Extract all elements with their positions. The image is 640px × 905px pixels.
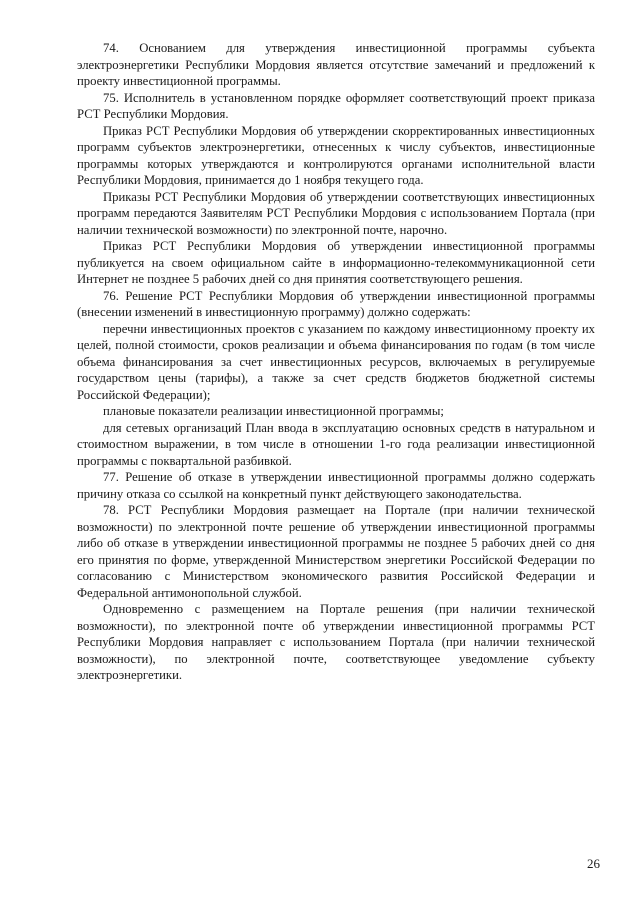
paragraph-network-organizations: для сетевых организаций План ввода в эксплуатацию основных средств в натуральном и стоимостном выражении, в том числе в отношении 1-го года реализации инвестиционной программы с поквартальной разбивкой. (77, 420, 595, 468)
paragraph-order-publication: Приказ РСТ Республики Мордовия об утверждении инвестиционной программы публикуется на своем официальном сайте в информационно-телекоммуникационной сети Интернет не позднее 5 рабочих дней со дня принятия соответствующего решения. (77, 239, 595, 286)
paragraph-76: 76. Решение РСТ Республики Мордовия об утверждении инвестиционной программы (внесении изменений в инвестиционную программу) должно содержать: (77, 288, 595, 319)
paragraph-77: 77. Решение об отказе в утверждении инвестиционной программы должно содержать причину отказа со ссылкой на конкретный пункт действующего законодательства. (77, 470, 595, 501)
paragraph-order-delivery: Приказы РСТ Республики Мордовия об утверждении соответствующих инвестиционных программ передаются Заявителям РСТ Республики Мордовия с использованием Портала (при наличии технической возможности) по электронной почте, нарочно. (77, 189, 595, 237)
paragraph-project-lists: перечни инвестиционных проектов с указанием по каждому инвестиционному проекту их целей, полной стоимости, сроков реализации и объема финансирования по годам (в том числе объема финансирования за счет инвестиционных ресурсов, включаемых в регулируемые государством цены (тарифы), а также за счет средств бюджетов бюджетной системы Российской Федерации); (77, 321, 595, 402)
document-body (77, 40, 595, 684)
paragraph-75: 75. Исполнитель в установленном порядке оформляет соответствующий проект приказа РСТ Республики Мордовия. (77, 90, 595, 121)
page-number: 26 (587, 856, 600, 871)
paragraph-notification: Одновременно с размещением на Портале решения (при наличии технической возможности), по электронной почте об утверждении инвестиционной программы РСТ Республики Мордовия направляет с использованием Портала (при наличии технической возможности), по электронной почте, соответствующее уведомление субъекту электроэнергетики. (77, 602, 595, 682)
paragraph-planned-indicators: плановые показатели реализации инвестиционной программы; (103, 404, 444, 418)
paragraph-order-deadline: Приказ РСТ Республики Мордовия об утверждении скорректированных инвестиционных программ субъектов электроэнергетики, отнесенных к числу субъектов, инвестиционные программы которых утверждаются и контролируются органами исполнительной власти Республики Мордовия, принимается до 1 ноября текущего года. (77, 123, 595, 187)
paragraph-78: 78. РСТ Республики Мордовия размещает на Портале (при наличии технической возможности) по электронной почте решение об утверждении инвестиционной программы либо об отказе в утверждении инвестиционной программы не позднее 5 рабочих дней со дня его принятия по форме, утвержденной Министерством энергетики Российской Федерации по согласованию с Министерством экономического развития Российской Федерации и Федеральной антимонопольной службой. (77, 503, 595, 600)
paragraph-74: 74. Основанием для утверждения инвестиционной программы субъекта электроэнергетики Республики Мордовия является отсутствие замечаний и предложений к проекту инвестиционной программы. (77, 41, 595, 88)
